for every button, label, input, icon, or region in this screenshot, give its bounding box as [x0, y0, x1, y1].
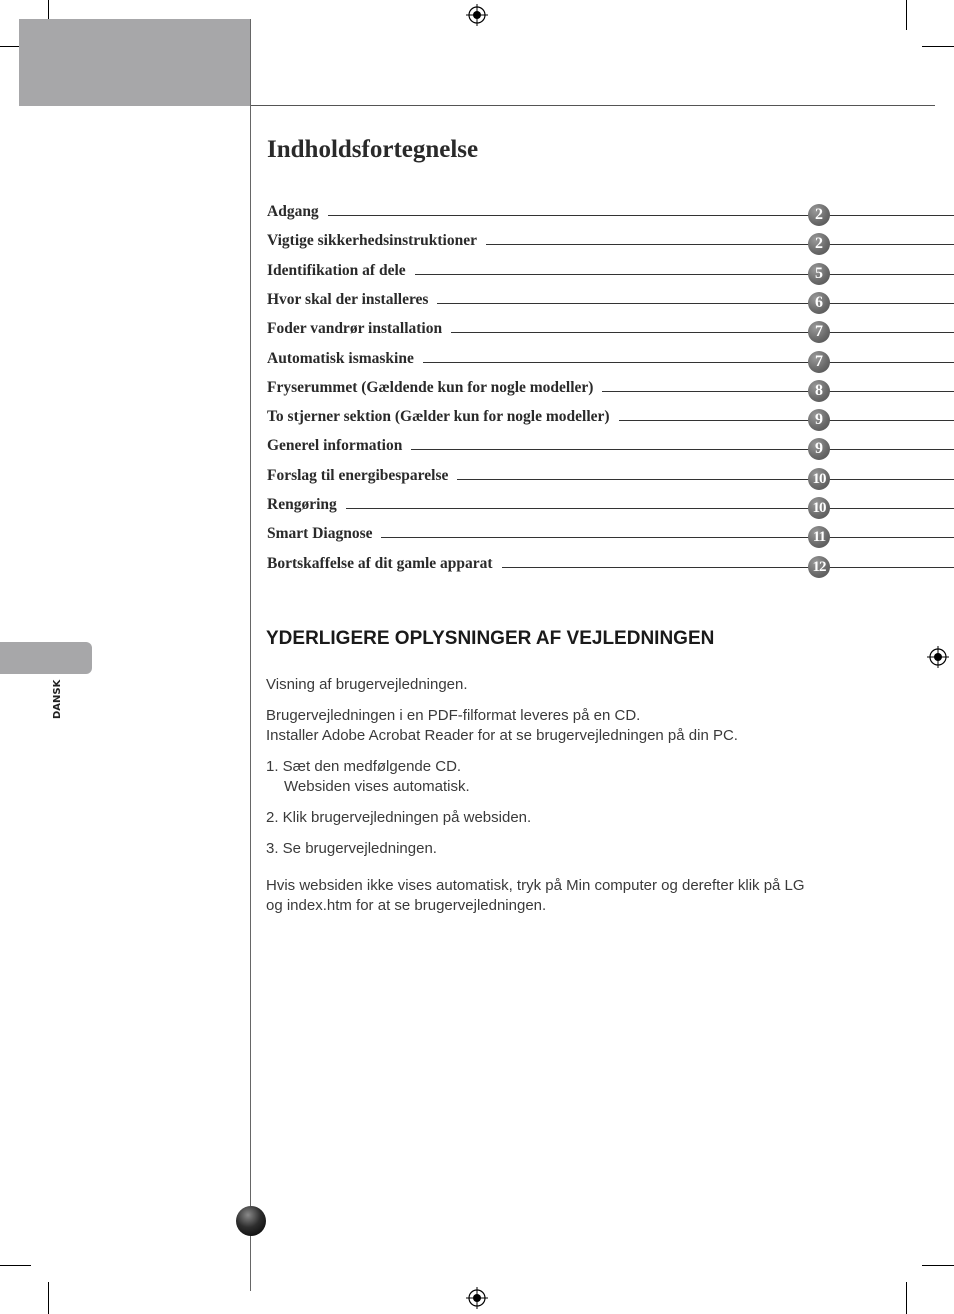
toc-entry-label: Vigtige sikkerhedsinstruktioner: [267, 232, 486, 250]
margin-rule: [250, 19, 251, 1291]
toc-page-number-badge: 5: [808, 263, 830, 285]
step-3: 3. Se brugervejledningen.: [266, 840, 437, 857]
crop-mark: [48, 1282, 49, 1314]
toc-entry[interactable]: [267, 437, 954, 461]
toc-entry[interactable]: [267, 496, 954, 520]
toc-entry[interactable]: [267, 350, 954, 374]
crop-mark: [922, 46, 954, 47]
toc-entry[interactable]: [267, 203, 954, 227]
language-tab: [0, 642, 92, 674]
header-block: [19, 19, 250, 106]
toc-entry-label: Hvor skal der installeres: [267, 291, 437, 309]
note-line: og index.htm for at se brugervejledningen.: [266, 897, 547, 914]
toc-entry-label: Rengøring: [267, 496, 346, 514]
toc-entry[interactable]: [267, 525, 954, 549]
toc-page-number-badge: 10: [808, 468, 830, 490]
toc-page-number-badge: 2: [808, 204, 830, 226]
toc-entry-label: Bortskaffelse af dit gamle apparat: [267, 555, 502, 573]
toc-page-number-badge: 9: [808, 409, 830, 431]
toc-page-number-badge: 7: [808, 321, 830, 343]
toc-page-number-badge: 11: [808, 526, 830, 548]
step-1-subtext: Websiden vises automatisk.: [284, 778, 470, 795]
toc-entry[interactable]: [267, 408, 954, 432]
toc-entry[interactable]: [267, 467, 954, 491]
note-line: Hvis websiden ikke vises automatisk, tryk på Min computer og derefter klik på LG: [266, 877, 805, 894]
toc-entry[interactable]: [267, 232, 954, 256]
toc-entry[interactable]: [267, 320, 954, 344]
crop-mark: [906, 1282, 907, 1314]
step-1: [266, 757, 470, 797]
toc-entry-label: Smart Diagnose: [267, 525, 381, 543]
step-1-text: 1. Sæt den medfølgende CD.: [266, 758, 462, 775]
pdf-line: Installer Adobe Acrobat Reader for at se brugervejledningen på din PC.: [266, 727, 738, 744]
toc-entry-label: Foder vandrør installation: [267, 320, 451, 338]
toc-entry-label: Forslag til energibesparelse: [267, 467, 457, 485]
crop-mark: [0, 1265, 31, 1266]
intro-text: Visning af brugervejledningen.: [266, 676, 468, 693]
crop-mark: [906, 0, 907, 30]
page-title: Indholdsfortegnelse: [267, 136, 479, 163]
toc-entry-label: Adgang: [267, 203, 328, 221]
crop-mark: [922, 1265, 954, 1266]
toc-entry-label: Generel information: [267, 437, 411, 455]
toc-page-number-badge: 8: [808, 380, 830, 402]
toc-entry-label: Identifikation af dele: [267, 262, 415, 280]
toc-leader-line: [267, 508, 954, 509]
toc-page-number-badge: 2: [808, 233, 830, 255]
page-marker-ball: [236, 1206, 266, 1236]
toc-entry-label: Fryserummet (Gældende kun for nogle modeller): [267, 379, 602, 397]
header-rule: [250, 105, 935, 106]
toc-page-number-badge: 12: [808, 556, 830, 578]
toc-entry[interactable]: [267, 379, 954, 403]
toc-entry-label: Automatisk ismaskine: [267, 350, 423, 368]
toc-page-number-badge: 6: [808, 292, 830, 314]
toc-entry-label: To stjerner sektion (Gælder kun for nogle modeller): [267, 408, 619, 426]
toc-entry[interactable]: [267, 262, 954, 286]
toc-page-number-badge: 10: [808, 497, 830, 519]
toc-page-number-badge: 7: [808, 351, 830, 373]
pdf-line: Brugervejledningen i en PDF-filformat leveres på en CD.: [266, 707, 641, 724]
toc-page-number-badge: 9: [808, 438, 830, 460]
registration-mark-icon: [466, 1287, 488, 1309]
toc-entry[interactable]: [267, 291, 954, 315]
pdf-paragraph: [266, 706, 738, 746]
language-tab-label: DANSK: [52, 680, 63, 720]
toc-leader-line: [267, 215, 954, 216]
registration-mark-icon: [466, 4, 488, 26]
toc-entry[interactable]: [267, 555, 954, 579]
step-2: 2. Klik brugervejledningen på websiden.: [266, 809, 532, 826]
note-paragraph: [266, 876, 805, 916]
registration-mark-icon: [927, 646, 949, 668]
section-heading: YDERLIGERE OPLYSNINGER AF VEJLEDNINGEN: [266, 628, 715, 649]
